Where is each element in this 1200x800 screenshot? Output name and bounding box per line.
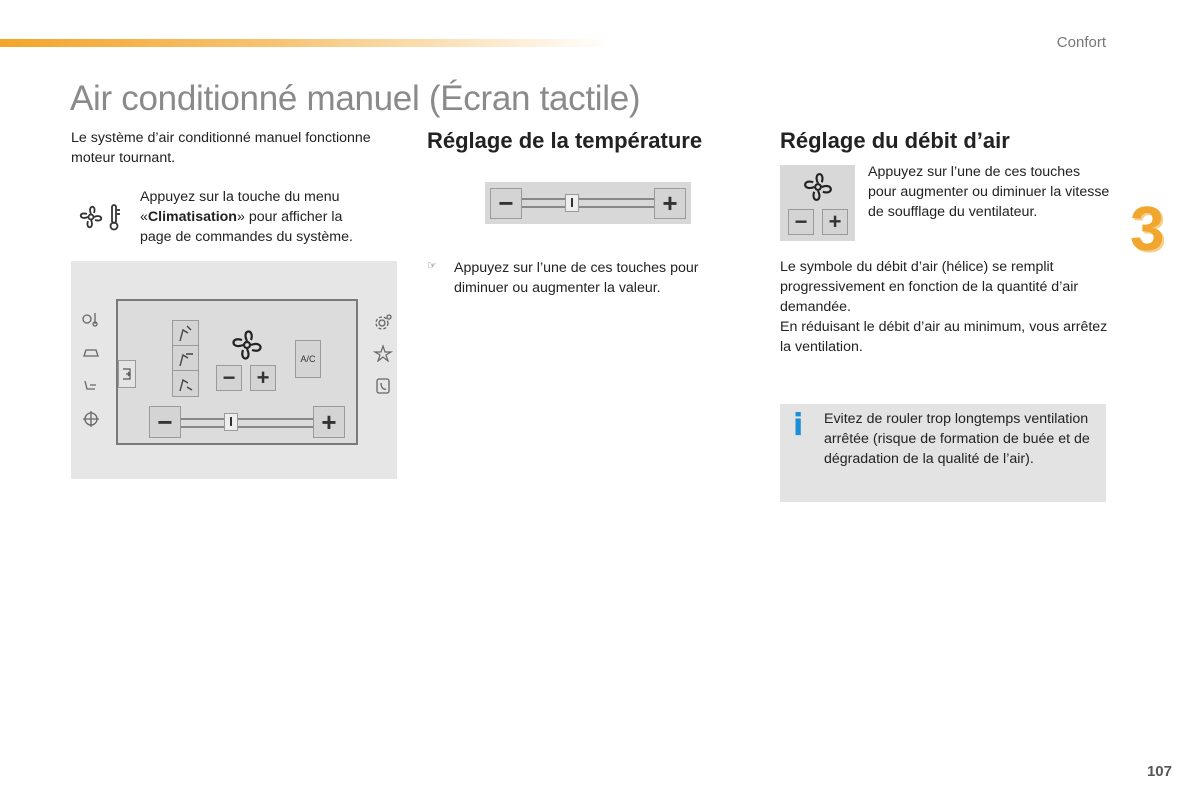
settings-side-icon [80, 311, 102, 330]
temp-slider-track [522, 198, 654, 200]
phone-side-icon [372, 377, 394, 398]
recirculation-button[interactable] [118, 360, 136, 388]
menu-instruction [140, 187, 390, 247]
menu-open-quote: « [140, 209, 148, 225]
screen-temp-increase-button[interactable]: + [313, 406, 345, 438]
screen-temp-slider-track [181, 418, 313, 420]
airflow-off-text: En réduisant le débit d’air au minimum, vous arrêtez la ventilation. [780, 319, 1108, 355]
screen-temp-slider-track-lower [181, 426, 313, 428]
ac-button[interactable]: A/C [295, 340, 321, 378]
menu-instruction-line1: Appuyez sur la touche du menu [140, 189, 340, 205]
screen-temp-decrease-button[interactable]: − [149, 406, 181, 438]
distribution-feet-button[interactable] [172, 370, 199, 397]
header-accent-bar [0, 39, 610, 47]
page-number: 107 [1146, 763, 1172, 780]
info-icon: i [793, 408, 804, 443]
fan-icon [798, 167, 838, 207]
climate-menu-icon [76, 201, 126, 233]
temp-decrease-button[interactable]: − [490, 188, 522, 219]
temperature-instruction: Appuyez sur l’une de ces touches pour diminuer ou augmenter la valeur. [454, 260, 699, 296]
section-label: Confort [1056, 34, 1106, 51]
menu-keyword: Climatisation [147, 209, 237, 225]
fan-decrease-button[interactable]: − [788, 209, 814, 235]
seat-side-icon [80, 377, 102, 396]
navigation-side-icon [80, 409, 102, 432]
bullet-hand-icon: ☞ [427, 260, 437, 272]
screen-temp-slider-thumb[interactable] [224, 413, 238, 431]
temperature-heading: Réglage de la température [427, 128, 703, 153]
page-title: Air conditionné manuel (Écran tactile) [70, 79, 641, 118]
screen-fan-decrease-button[interactable]: − [216, 365, 242, 391]
star-side-icon [372, 344, 394, 365]
chapter-number: 3 [1130, 195, 1165, 264]
temp-slider-thumb[interactable] [565, 194, 579, 212]
climate-side-icon [81, 311, 101, 327]
car-side-icon [80, 345, 102, 364]
fan-increase-button[interactable]: + [822, 209, 848, 235]
distribution-face-button[interactable] [172, 345, 199, 372]
airflow-symbol-text: Le symbole du débit d’air (hélice) se remplit progressivement en fonction de la quantité d’air demandée. [780, 259, 1079, 315]
menu-instruction-rest: » pour afficher la [236, 209, 343, 225]
screen-fan-increase-button[interactable]: + [250, 365, 276, 391]
fan-icon [226, 325, 268, 365]
thermometer-icon [111, 205, 121, 230]
temp-slider-track-lower [522, 206, 654, 208]
fan-icon [81, 207, 102, 228]
airflow-heading: Réglage du débit d’air [780, 128, 1010, 153]
distribution-windscreen-button[interactable] [172, 320, 199, 347]
menu-instruction-line3: page de commandes du système. [140, 229, 353, 245]
airflow-instruction: Appuyez sur l’une de ces touches pour augmenter ou diminuer la vitesse de soufflage du ventilateur. [868, 164, 1110, 220]
temp-increase-button[interactable]: + [654, 188, 686, 219]
gear-side-icon [372, 312, 394, 335]
info-text: Evitez de rouler trop longtemps ventilation arrêtée (risque de formation de buée et de dégradation de la qualité de l’air). [824, 411, 1090, 467]
intro-text: Le système d’air conditionné manuel fonctionne moteur tournant. [71, 130, 371, 166]
